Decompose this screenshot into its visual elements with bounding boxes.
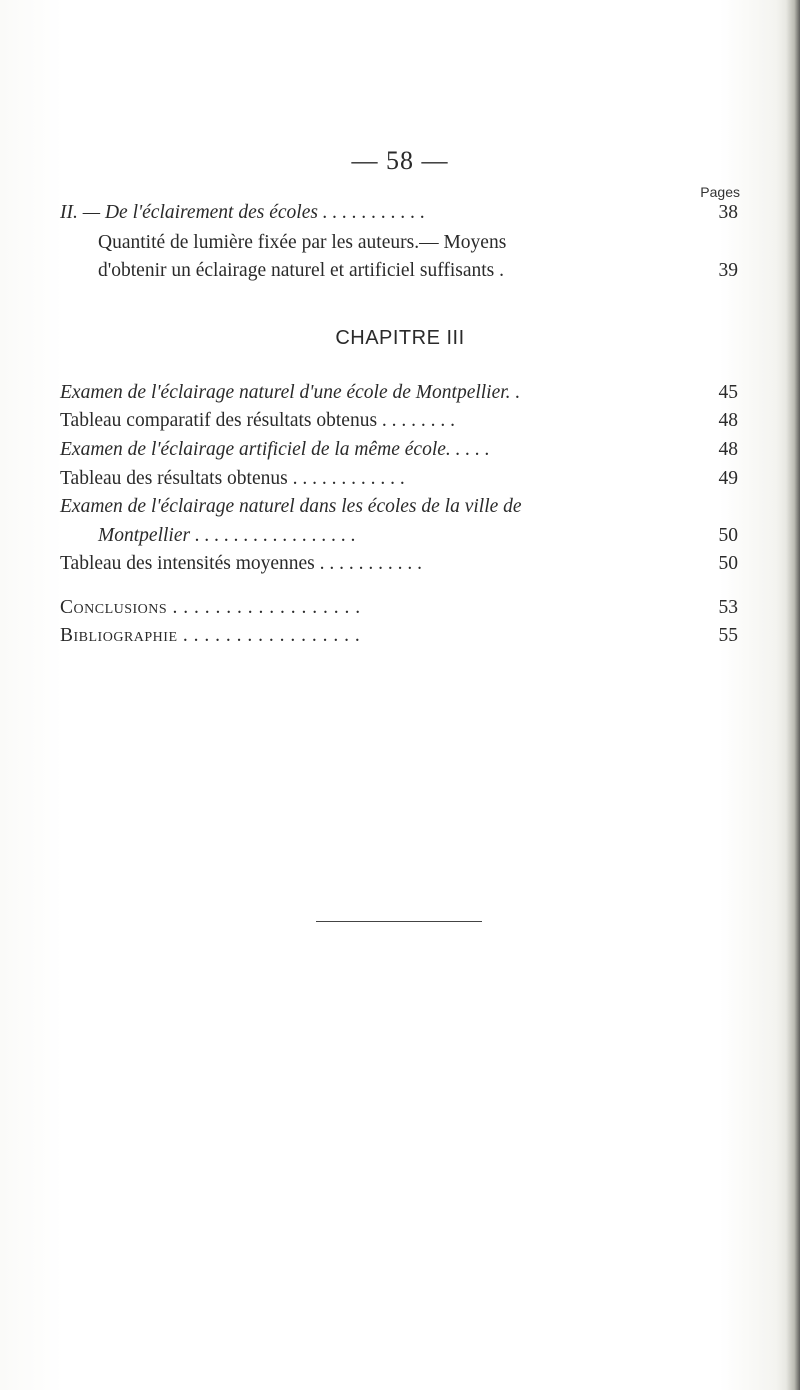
toc-entry-text: II. — De l'éclairement des écoles . . . . . . . . . . . — [60, 202, 426, 223]
toc-entry-page: 55 — [718, 625, 738, 646]
toc-entry-page: 38 — [718, 202, 738, 223]
toc-entry — [0, 408, 800, 434]
toc-entry-text: Examen de l'éclairage naturel d'une école de Montpellier. . — [60, 382, 521, 403]
end-rule — [316, 921, 482, 922]
toc-entry-bibliographie — [0, 623, 800, 649]
toc-entry-text: Montpellier . . . . . . . . . . . . . . . . . — [98, 525, 356, 546]
toc-entry-text: Examen de l'éclairage naturel dans les écoles de la ville de — [60, 496, 522, 517]
toc-entry-text: Tableau des résultats obtenus . . . . . . . . . . . . — [60, 468, 405, 489]
chapter-title: CHAPITRE III — [335, 327, 465, 349]
toc-entry-page: 50 — [718, 525, 738, 546]
page-number: — 58 — — [351, 146, 449, 175]
toc-entry-page: 39 — [718, 260, 738, 281]
toc-entry-page: 53 — [718, 597, 738, 618]
toc-entry-section-ii-sub2 — [0, 258, 800, 284]
toc-entry-conclusions — [0, 595, 800, 621]
toc-entry-text: Bibliographie . . . . . . . . . . . . . . . . . — [60, 625, 361, 646]
toc-entry-text: Tableau des intensités moyennes . . . . . . . . . . . — [60, 553, 423, 574]
toc-entry-text: d'obtenir un éclairage naturel et artificiel suffisants . — [98, 260, 504, 281]
toc-entry — [0, 523, 800, 549]
toc-entry-text: Tableau comparatif des résultats obtenus . . . . . . . . — [60, 410, 456, 431]
toc-entry-section-ii-sub1 — [0, 230, 800, 256]
toc-entry-section-ii — [0, 200, 800, 226]
pages-column-label: Pages — [700, 184, 740, 200]
toc-entry-page: 48 — [718, 410, 738, 431]
toc-entry-text: Conclusions . . . . . . . . . . . . . . . . . . — [60, 597, 361, 618]
toc-entry — [0, 466, 800, 492]
toc-entry-page: 50 — [718, 553, 738, 574]
toc-entry — [0, 494, 800, 520]
toc-entry — [0, 551, 800, 577]
toc-entry — [0, 437, 800, 463]
toc-entry-page: 48 — [718, 439, 738, 460]
toc-entry-text: Examen de l'éclairage artificiel de la même école. . . . . — [60, 439, 490, 460]
toc-entry — [0, 380, 800, 406]
toc-entry-page: 45 — [718, 382, 738, 403]
toc-entry-text: Quantité de lumière fixée par les auteurs.— Moyens — [98, 232, 507, 253]
toc-entry-page: 49 — [718, 468, 738, 489]
